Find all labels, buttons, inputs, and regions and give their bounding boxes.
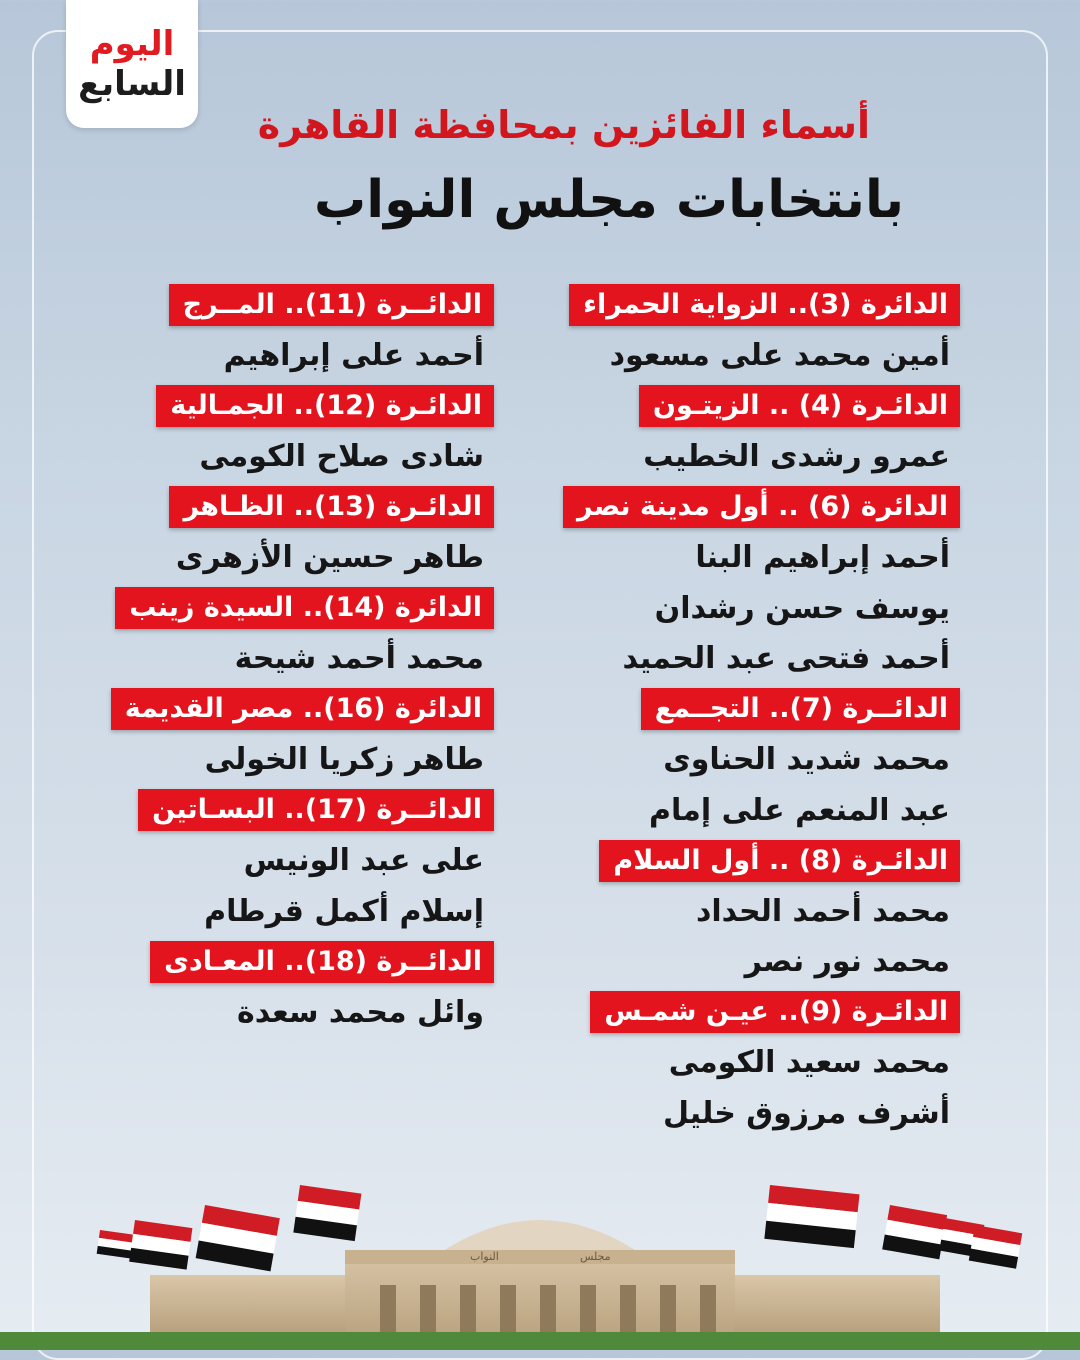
winner-row	[623, 634, 950, 685]
district-row	[639, 381, 950, 432]
winner-name: إسلام أكمل قرطام	[204, 893, 484, 929]
winner-name: أشرف مرزوق خليل	[662, 1095, 950, 1131]
winner-name: محمد سعيد الكومى	[668, 1045, 950, 1081]
district-banner: الدائرة (14).. السيدة زينب	[115, 587, 494, 629]
district-row	[590, 987, 950, 1038]
winner-row	[649, 785, 950, 836]
district-row	[156, 381, 484, 432]
winner-row	[745, 937, 950, 988]
winner-row	[669, 1038, 950, 1089]
district-banner: الدائـرة (4) .. الزيتـون	[639, 385, 960, 427]
winner-name: أحمد فتحى عبد الحميد	[622, 641, 950, 677]
district-banner: الدائرة (6) .. أول مدينة نصر	[563, 486, 960, 528]
district-row	[138, 785, 484, 836]
winner-name: طاهر زكريا الخولى	[204, 742, 484, 778]
district-banner: الدائــرة (18).. المعـادى	[150, 941, 494, 983]
winner-row	[643, 432, 950, 483]
district-banner: الدائـرة (13).. الظـاهر	[169, 486, 494, 528]
district-row	[569, 280, 950, 331]
district-banner: الدائــرة (7).. التجــمع	[641, 688, 960, 730]
winner-name: أحمد على إبراهيم	[223, 338, 484, 374]
winner-name: يوسف حسن رشدان	[654, 590, 950, 626]
winner-name: عمرو رشدى الخطيب	[643, 439, 950, 475]
egypt-flags-left	[97, 1185, 362, 1271]
winner-name: أحمد إبراهيم البنا	[695, 540, 950, 576]
logo-word-1: اليوم	[89, 24, 175, 64]
district-banner: الدائـرة (12).. الجمـالية	[156, 385, 494, 427]
district-banner: الدائرة (3).. الزواية الحمراء	[569, 284, 960, 326]
winner-name: أمين محمد على مسعود	[609, 338, 950, 374]
district-row	[169, 280, 484, 331]
district-row	[599, 836, 950, 887]
winner-row	[237, 987, 484, 1038]
headline-subtitle: أسماء الفائزين بمحافظة القاهرة	[257, 103, 870, 147]
winner-name: على عبد الونيس	[243, 843, 484, 879]
winner-name: وائل محمد سعدة	[237, 994, 484, 1030]
winner-row	[695, 533, 950, 584]
winner-row	[244, 836, 484, 887]
parliament-building-illustration	[0, 1110, 1080, 1350]
winner-row	[696, 886, 950, 937]
winner-name: شادى صلاح الكومى	[199, 439, 484, 475]
winner-row	[224, 331, 484, 382]
sign-right: مجلس	[580, 1250, 611, 1263]
brand-logo[interactable]	[66, 0, 198, 128]
district-row	[150, 937, 484, 988]
winner-name: عبد المنعم على إمام	[649, 792, 950, 828]
sign-left: النواب	[470, 1250, 499, 1263]
winner-row	[205, 735, 484, 786]
winner-name: محمد أحمد الحداد	[695, 893, 950, 929]
winner-row	[204, 886, 484, 937]
district-row	[641, 684, 950, 735]
district-banner: الدائرة (16).. مصر القديمة	[111, 688, 494, 730]
headline-title: بانتخابات مجلس النواب	[314, 170, 904, 230]
winner-row	[235, 634, 484, 685]
district-banner: الدائــرة (17).. البسـاتين	[138, 789, 494, 831]
district-row	[115, 583, 484, 634]
district-row	[111, 684, 484, 735]
district-banner: الدائـرة (9).. عيـن شمـس	[590, 991, 960, 1033]
logo-word-2: السابع	[78, 64, 186, 104]
winner-row	[199, 432, 484, 483]
district-banner: الدائـرة (8) .. أول السلام	[599, 840, 960, 882]
right-column-list	[563, 280, 950, 1139]
district-row	[169, 482, 484, 533]
left-column-list	[111, 280, 484, 1038]
district-banner: الدائــرة (11).. المــرج	[169, 284, 494, 326]
winner-row	[176, 533, 484, 584]
winner-row	[663, 735, 950, 786]
winner-name: محمد شديد الحناوى	[663, 742, 950, 778]
egypt-flags-right	[764, 1185, 1022, 1269]
winner-name: طاهر حسين الأزهرى	[175, 540, 484, 576]
winner-row	[610, 331, 950, 382]
district-row	[563, 482, 950, 533]
winner-row	[655, 583, 950, 634]
lawn	[0, 1332, 1080, 1350]
winner-name: محمد نور نصر	[744, 944, 950, 980]
winner-name: محمد أحمد شيحة	[234, 641, 484, 677]
